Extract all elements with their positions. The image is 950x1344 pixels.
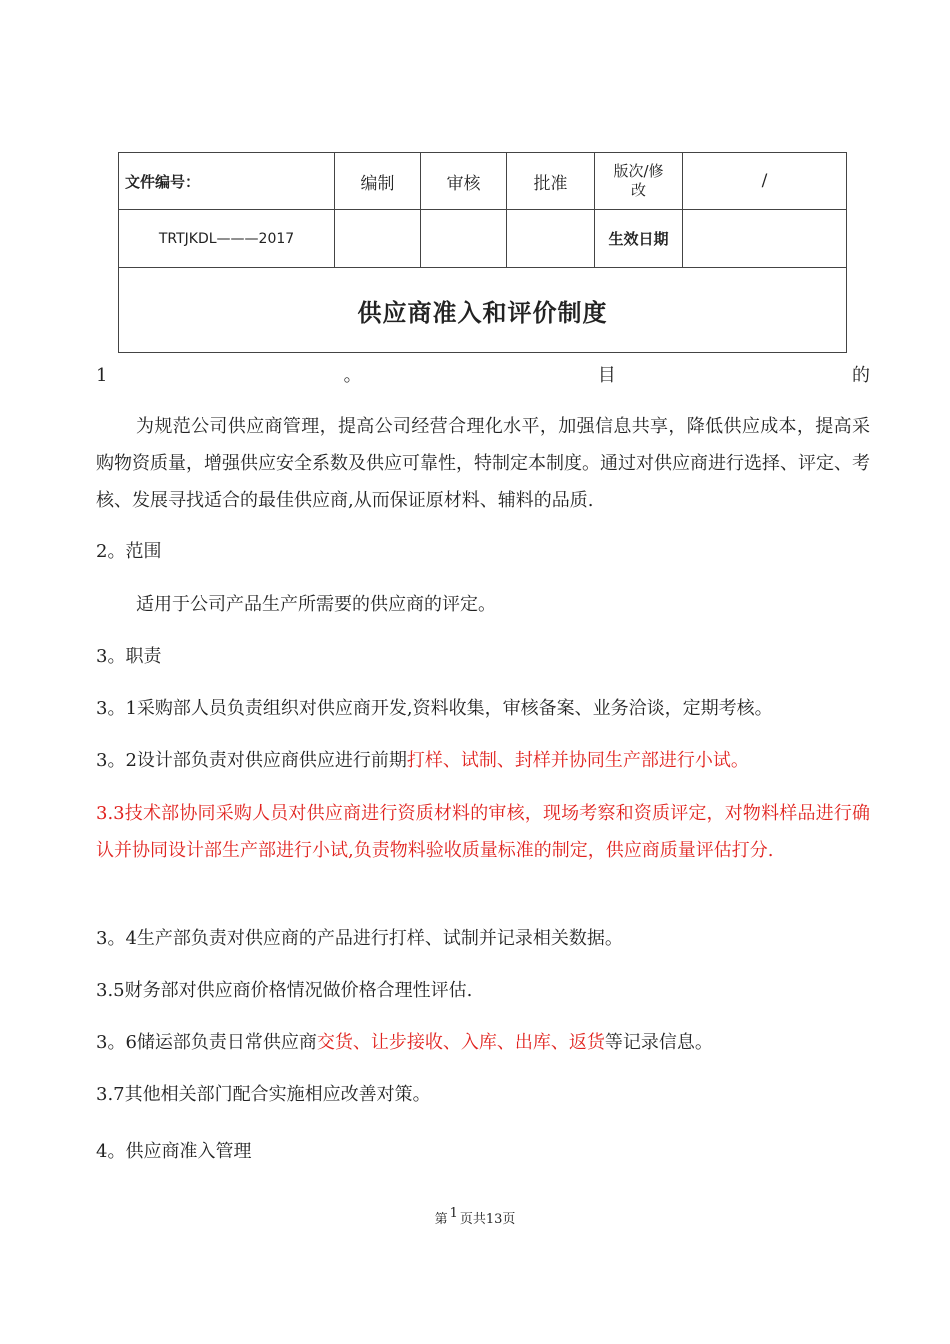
section3-item4: 3。4生产部负责对供应商的产品进行打样、试制并记录相关数据。 <box>96 928 623 949</box>
section3-item1: 3。1采购部人员负责组织对供应商开发,资料收集，审核备案、业务洽谈，定期考核。 <box>96 698 773 719</box>
version-value-cell: / <box>683 153 847 210</box>
section2-body: 适用于公司产品生产所需要的供应商的评定。 <box>136 594 496 615</box>
footer-suffix: 页共13页 <box>459 1212 516 1227</box>
section3-item6-text: 3。6储运部负责日常供应商 <box>96 1032 317 1053</box>
section1-body: 为规范公司供应商管理，提高公司经营合理化水平，加强信息共享，降低供应成本，提高采购物资质量，增强供应安全系数及供应可靠性，特制定本制度。通过对供应商进行选择、评定、考核、发展寻找适合的最佳供应商,从而保证原材料、辅料的品质. <box>96 416 870 511</box>
section3-item6-highlight: 交货、让步接收、入库、出库、返货 <box>316 1032 605 1053</box>
approve-cell: 批准 <box>507 153 595 210</box>
section1-heading-char1: 目 <box>597 365 616 386</box>
section3-item2 <box>96 742 870 779</box>
approve-sign-cell <box>507 210 595 268</box>
compile-sign-cell <box>335 210 421 268</box>
section3-item3: 3.3技术部协同采购人员对供应商进行资质材料的审核，现场考察和资质评定，对物料样品进行确认并协同设计部生产部进行小试,负责物料验收质量标准的制定，供应商质量评估打分. <box>96 803 870 861</box>
section1-heading-num: 1 <box>96 365 108 386</box>
document-header-table <box>118 152 847 353</box>
effective-date-value <box>683 210 847 268</box>
effective-date-label: 生效日期 <box>595 210 683 268</box>
file-number-label: 文件编号： <box>119 153 335 210</box>
section2-heading: 2。范围 <box>96 541 162 562</box>
section3-item5: 3.5财务部对供应商价格情况做价格合理性评估. <box>96 980 473 1001</box>
compile-cell: 编制 <box>335 153 421 210</box>
version-cell: 版次/修改 <box>595 153 683 210</box>
section1-heading-dot: 。 <box>343 365 362 386</box>
review-cell: 审核 <box>421 153 507 210</box>
section1-heading-char2: 的 <box>851 365 870 386</box>
section3-item7: 3.7其他相关部门配合实施相应改善对策。 <box>96 1084 431 1105</box>
page-footer <box>0 1206 950 1227</box>
section3-heading: 3。职责 <box>96 646 162 667</box>
section4-heading: 4。供应商准入管理 <box>96 1141 252 1162</box>
section3-item6-suffix: 等记录信息。 <box>604 1032 713 1053</box>
footer-prefix: 第 <box>434 1212 448 1227</box>
footer-page-number: 1 <box>449 1206 458 1221</box>
section1-heading <box>96 357 870 394</box>
document-title: 供应商准入和评价制度 <box>119 268 847 353</box>
file-number-value: TRTJKDL———2017 <box>119 210 335 268</box>
section3-item6 <box>96 1024 870 1061</box>
review-sign-cell <box>421 210 507 268</box>
section3-item2-text: 3。2设计部负责对供应商供应进行前期 <box>96 750 407 771</box>
section3-item2-highlight: 打样、试制、封样并协同生产部进行小试。 <box>406 750 749 771</box>
